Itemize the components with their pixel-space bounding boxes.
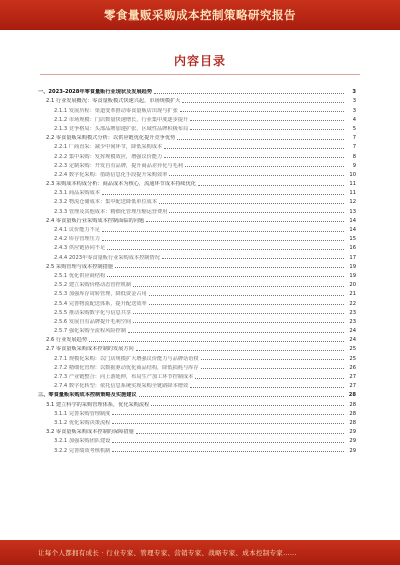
toc-entry-page: 20 <box>349 282 356 289</box>
toc-entry-page: 3 <box>352 98 356 105</box>
toc-dot-leader <box>182 102 344 103</box>
toc-entry-page: 24 <box>349 337 356 344</box>
toc-entry[interactable] <box>38 389 356 398</box>
toc-entry[interactable] <box>38 261 356 270</box>
toc-dot-leader <box>149 304 344 305</box>
toc-entry[interactable] <box>38 398 356 407</box>
toc-entry-page: 26 <box>349 364 356 371</box>
toc-entry-title: 3.2.2 完善绩效考核机制 <box>54 447 111 454</box>
toc-entry-title: 一、2023-2028年零食量贩行业现状及发展趋势 <box>38 89 153 96</box>
toc-entry-title: 2.4.4 2023年零食量贩行业采购成本控制情况 <box>54 254 160 261</box>
toc-entry-title: 2.1 行业发展概况：零食量贩模式快速兴起，市场规模扩大 <box>46 98 181 105</box>
toc-entry-page: 14 <box>349 227 356 233</box>
toc-dot-leader <box>149 295 344 296</box>
toc-entry[interactable] <box>38 251 356 260</box>
toc-dot-leader <box>112 451 344 452</box>
toc-entry-title: 3.1 建立科学的采购管理体系，优化采购流程 <box>46 401 150 408</box>
toc-entry-title: 2.5 采购管理与成本控制措施 <box>46 263 113 270</box>
toc-entry[interactable] <box>38 114 356 123</box>
toc-entry-page: 29 <box>349 429 356 436</box>
toc-entry[interactable] <box>38 362 356 371</box>
toc-dot-leader <box>133 286 344 287</box>
toc-entry[interactable] <box>38 307 356 316</box>
toc-entry-page: 24 <box>349 328 356 335</box>
toc-entry-title: 2.2.3 定制采购：开发自有品牌，提升商品差异化与毛利 <box>54 162 183 169</box>
report-header-bar <box>0 0 400 30</box>
toc-entry-page: 7 <box>352 135 356 142</box>
toc-dot-leader <box>102 240 344 241</box>
toc-dot-leader <box>164 148 344 149</box>
toc-entry-page: 8 <box>352 153 356 160</box>
toc-entry-page: 28 <box>349 419 356 426</box>
toc-dot-leader <box>151 405 344 406</box>
toc-entry[interactable] <box>38 196 356 205</box>
toc-entry-page: 28 <box>349 410 356 417</box>
toc-entry-title: 2.4.2 库存管理压力 <box>54 236 100 243</box>
toc-entry[interactable] <box>38 169 356 178</box>
toc-entry-page: 11 <box>349 190 356 197</box>
toc-entry[interactable] <box>38 178 356 187</box>
toc-dot-leader <box>115 267 344 268</box>
toc-entry-title: 2.5.7 强化采购全流程风险控制 <box>54 328 126 335</box>
toc-entry-page: 16 <box>349 245 356 252</box>
toc-entry-title: 2.2.4 数字化采购：借助信息化手段提升采购效率 <box>54 171 168 178</box>
toc-entry[interactable] <box>38 270 356 279</box>
toc-dot-leader <box>89 341 344 342</box>
toc-entry-title: 2.4.1 议价能力不足 <box>54 227 100 233</box>
toc-dot-leader <box>102 194 344 195</box>
toc-entry-page: 23 <box>349 318 356 325</box>
toc-entry[interactable] <box>38 160 356 169</box>
toc-entry[interactable] <box>38 297 356 306</box>
toc-entry[interactable] <box>38 288 356 297</box>
toc-entry-title: 2.5.3 加强库存周转管理，降低资金占用 <box>54 291 147 298</box>
toc-entry-page: 17 <box>349 254 356 261</box>
toc-dot-leader <box>201 359 344 360</box>
toc-dot-leader <box>112 414 344 415</box>
toc-entry-title: 2.2.2 集中采购：发挥规模效应，增强议价能力 <box>54 153 163 160</box>
toc-entry-page: 19 <box>349 272 356 279</box>
toc-entry[interactable] <box>38 325 356 334</box>
toc-dot-leader <box>201 368 344 369</box>
toc-entry[interactable] <box>38 343 356 352</box>
toc-entry[interactable] <box>38 435 356 444</box>
toc-entry-title: 2.4.3 供应链协同不足 <box>54 245 106 252</box>
toc-entry-title: 2.5.4 完善物流配送体系，提升配送效率 <box>54 300 147 307</box>
toc-dot-leader <box>133 322 344 323</box>
toc-dot-leader <box>159 203 344 204</box>
toc-dot-leader <box>185 166 344 167</box>
toc-dot-leader <box>146 221 344 222</box>
toc-entry-title: 2.7.1 规模化采购：以门店规模扩大增强议价能力与品牌话语权 <box>54 355 199 362</box>
toc-entry[interactable] <box>38 104 356 113</box>
toc-dot-leader <box>190 120 344 121</box>
toc-entry-page: 7 <box>352 144 356 151</box>
toc-entry-title: 2.5.1 优化供应商结构 <box>54 272 106 279</box>
toc-entry-title: 3.2.1 加强采购团队建设 <box>54 438 111 445</box>
toc-entry-page: 5 <box>352 125 356 132</box>
toc-entry-page: 10 <box>349 171 356 178</box>
toc-entry[interactable] <box>38 352 356 361</box>
toc-entry[interactable] <box>38 95 356 104</box>
toc-entry[interactable] <box>38 242 356 251</box>
toc-entry-page: 3 <box>352 89 356 96</box>
toc-entry-page: 29 <box>349 447 356 454</box>
footer-slogan: 让每个人都拥有成长 · 行业专家、管理专家、营销专家、战略专家、成本控制专家…… <box>38 549 297 557</box>
toc-entry[interactable] <box>38 86 356 95</box>
toc-dot-leader <box>190 387 344 388</box>
toc-entry[interactable] <box>38 233 356 242</box>
toc-dot-leader <box>162 258 344 259</box>
toc-dot-leader <box>190 129 344 130</box>
toc-entry-title: 3.1.1 完善采购管理制度 <box>54 410 111 417</box>
toc-dot-leader <box>154 93 344 94</box>
toc-dot-leader <box>198 185 344 186</box>
toc-dot-leader <box>107 276 344 277</box>
toc-entry[interactable] <box>38 380 356 389</box>
toc-entry-title: 2.7.3 产业链整合：向上游延伸，布局生产加工环节控制成本 <box>54 374 194 380</box>
toc-entry-page: 25 <box>349 355 356 362</box>
toc-entry-title: 2.2 零食量贩采购模式分析：以供应链优化提升竞争优势 <box>46 135 176 142</box>
toc-dot-leader <box>180 111 344 112</box>
toc-entry-title: 2.1.2 市场规模：门店数量快速增长，行业集中度逐步提升 <box>54 116 189 123</box>
toc-entry-title: 2.2.1 厂商直采：减少中间环节，降低采购成本 <box>54 144 163 151</box>
toc-entry[interactable] <box>38 417 356 426</box>
table-of-contents <box>38 86 356 454</box>
toc-entry-title: 2.6 行业发展趋势 <box>46 337 88 344</box>
toc-entry[interactable] <box>38 123 356 132</box>
toc-entry-title: 2.3.2 物流仓储成本：集中配送降低单位成本 <box>54 199 158 206</box>
toc-entry-page: 27 <box>349 374 356 380</box>
toc-entry-page: 21 <box>349 291 356 298</box>
toc-entry-title: 2.5.6 发展自有品牌提升毛利空间 <box>54 318 132 325</box>
toc-entry-title: 3.2 零食量贩采购成本控制的保障措施 <box>46 429 134 436</box>
toc-entry-page: 23 <box>349 309 356 316</box>
toc-entry-title: 2.1.3 竞争格局：头部品牌加速扩张，区域性品牌积极布局 <box>54 125 189 132</box>
toc-entry-page: 28 <box>348 392 356 399</box>
toc-entry-title: 2.7.2 精细化管理：以数据驱动优化商品结构，降低损耗与库存 <box>54 364 199 371</box>
toc-entry[interactable] <box>38 150 356 159</box>
toc-entry[interactable] <box>38 141 356 150</box>
toc-entry-page: 9 <box>352 162 356 169</box>
toc-entry[interactable] <box>38 408 356 417</box>
toc-dot-leader <box>139 396 344 397</box>
toc-dot-leader <box>133 313 344 314</box>
toc-dot-leader <box>177 139 344 140</box>
toc-entry[interactable] <box>38 187 356 196</box>
toc-entry[interactable] <box>38 371 356 380</box>
toc-dot-leader <box>169 175 344 176</box>
toc-entry-page: 11 <box>349 181 356 188</box>
toc-entry[interactable] <box>38 132 356 141</box>
toc-entry-page: 15 <box>349 236 356 243</box>
toc-entry[interactable] <box>38 215 356 224</box>
toc-dot-leader <box>195 378 344 379</box>
toc-entry-title: 2.1.1 发展历程：渠道变革推动零食量贩店出现与扩张 <box>54 107 178 114</box>
toc-entry[interactable] <box>38 224 356 233</box>
toc-entry-title: 2.7.4 数字化转型：依托信息系统实现采购全链路降本增效 <box>54 383 189 390</box>
toc-entry-title: 2.3.1 商品采购成本 <box>54 190 100 197</box>
toc-entry-title: 2.5.2 建立采购价格动态管控机制 <box>54 282 132 289</box>
toc-dot-leader <box>102 231 344 232</box>
toc-entry-page: 19 <box>349 263 356 270</box>
toc-entry-title: 2.7 零食量贩采购成本控制的发展方向 <box>46 346 134 353</box>
toc-entry[interactable] <box>38 279 356 288</box>
toc-entry-page: 14 <box>349 217 356 224</box>
report-title: 零食量贩采购成本控制策略研究报告 <box>104 8 296 22</box>
toc-entry-title: 3.1.2 优化采购决策流程 <box>54 419 111 426</box>
toc-entry-title: 2.5.5 推动采购数字化与信息共享 <box>54 309 132 316</box>
toc-dot-leader <box>128 332 344 333</box>
toc-heading: 内容目录 <box>173 54 226 68</box>
toc-entry-title: 2.3 采购成本构成分析：商品成本为核心，流通环节成本持续优化 <box>46 181 196 188</box>
toc-entry-page: 12 <box>349 199 356 206</box>
toc-entry-page: 13 <box>349 208 356 215</box>
toc-entry-page: 4 <box>352 116 356 123</box>
toc-dot-leader <box>107 249 344 250</box>
toc-entry[interactable] <box>38 426 356 435</box>
toc-heading-divider <box>40 74 360 75</box>
toc-dot-leader <box>164 157 344 158</box>
toc-entry-title: 2.4 零食量贩行业采购成本控制面临的问题 <box>46 217 145 224</box>
toc-dot-leader <box>169 212 344 213</box>
toc-entry-page: 29 <box>349 438 356 445</box>
toc-entry-title: 2.3.3 管理及其他成本：精细化管理压缩运营费用 <box>54 208 168 215</box>
toc-dot-leader <box>112 423 344 424</box>
toc-entry-page: 27 <box>349 383 356 390</box>
toc-dot-leader <box>136 433 344 434</box>
toc-entry[interactable] <box>38 334 356 343</box>
toc-entry-page: 28 <box>349 401 356 408</box>
report-footer-bar <box>0 540 400 565</box>
toc-dot-leader <box>112 442 344 443</box>
toc-entry-page: 25 <box>349 346 356 353</box>
toc-dot-leader <box>136 350 344 351</box>
toc-entry[interactable] <box>38 316 356 325</box>
toc-entry-page: 22 <box>349 300 356 307</box>
toc-entry-title: 三、零食量贩采购成本控制策略及实施建议 <box>38 392 137 399</box>
toc-entry[interactable] <box>38 205 356 214</box>
toc-entry[interactable] <box>38 444 356 453</box>
toc-entry-page: 3 <box>352 107 356 114</box>
